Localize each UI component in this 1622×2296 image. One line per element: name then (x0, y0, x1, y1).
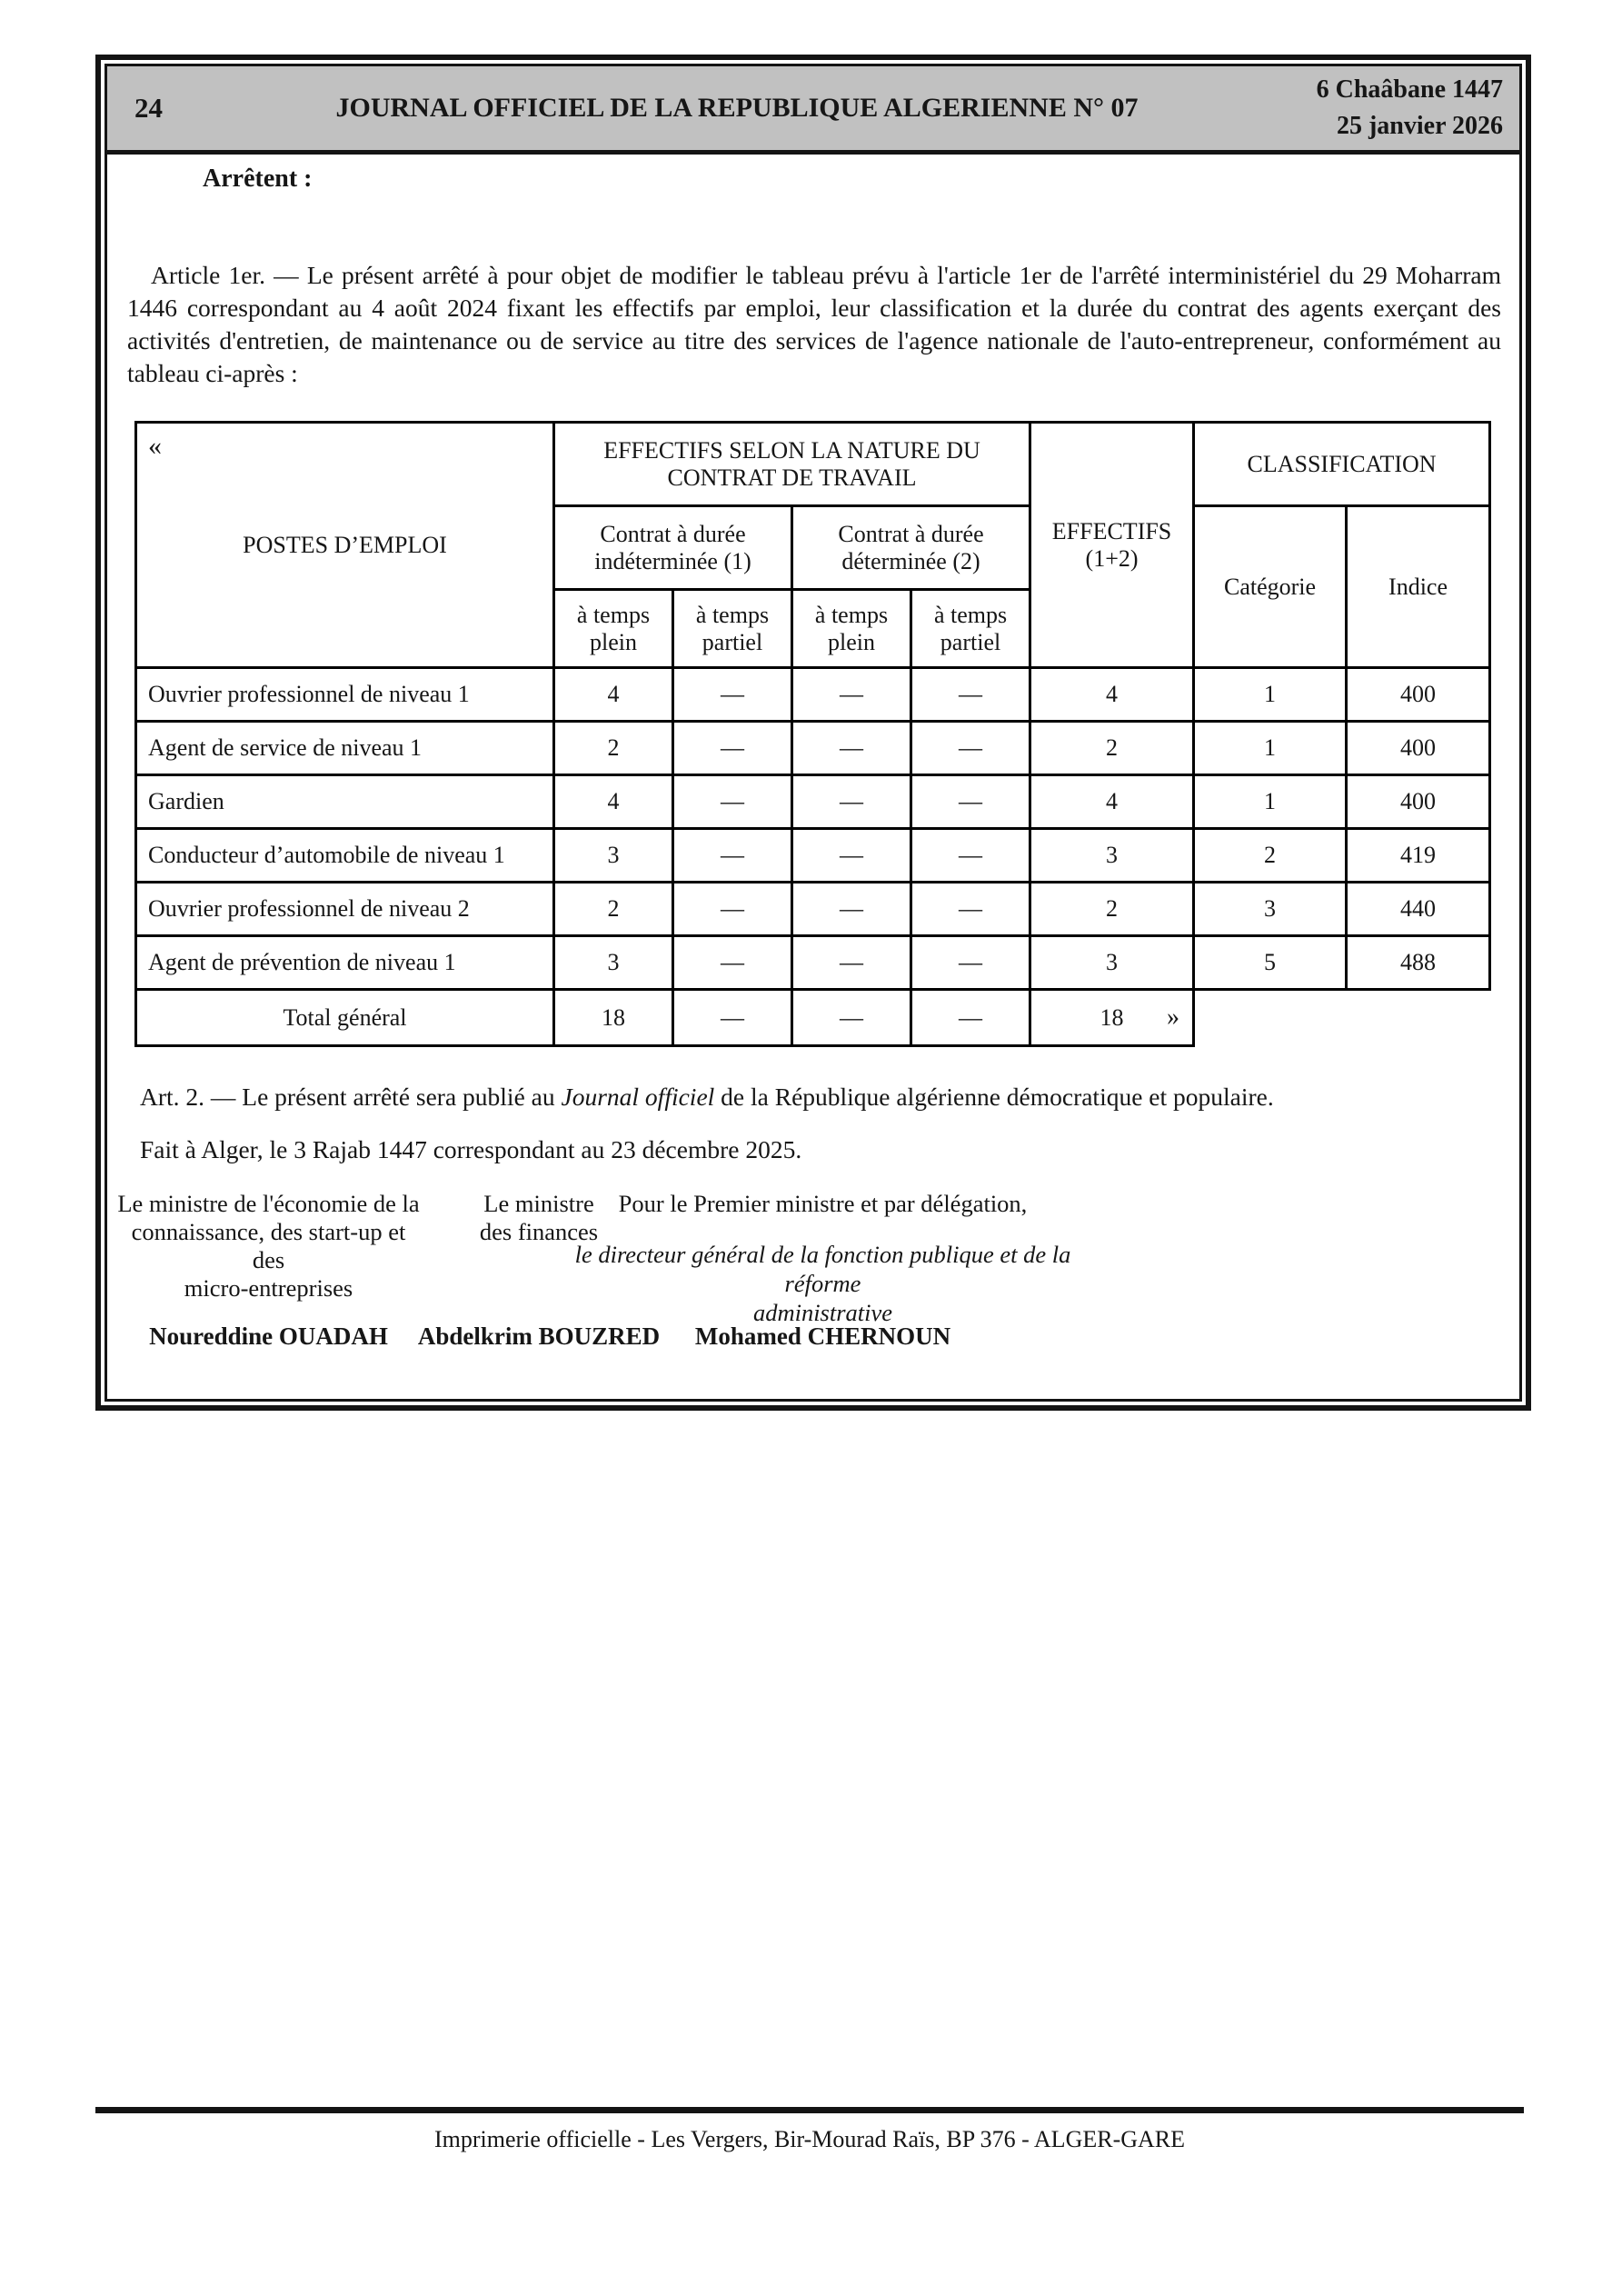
footer-imprint: Imprimerie officielle - Les Vergers, Bir-Mourad Raïs, BP 376 - ALGER-GARE (433, 2126, 1186, 2152)
open-quote-mark: « (148, 431, 162, 461)
signer-name-ouadah: Noureddine OUADAH (149, 1323, 388, 1350)
cell-cdi-partiel: — (673, 775, 792, 829)
cell-effectifs: 3 (1030, 829, 1194, 883)
delegation-line1: Pour le Premier ministre et par délégation, (618, 1190, 1028, 1217)
minister2-title-line1: Le ministre (483, 1190, 594, 1217)
total-cdd-partiel: — (911, 990, 1030, 1046)
cell-indice: 440 (1347, 883, 1490, 936)
article-2-paragraph (127, 1083, 1501, 1112)
cell-indice: 400 (1347, 775, 1490, 829)
header-effectifs-line2: (1+2) (1085, 544, 1139, 572)
total-effectifs (1030, 990, 1194, 1046)
cell-cdd-plein: — (792, 668, 911, 722)
total-cdi-plein: 18 (554, 990, 673, 1046)
cell-effectifs: 3 (1030, 936, 1194, 990)
cell-cdd-partiel: — (911, 936, 1030, 990)
article-1-paragraph: Article 1er. — Le présent arrêté à pour objet de modifier le tableau prévu à l'article 1er de l'arrêté interministériel du 29 Moharram 1446 correspondant au 4 août 2024 fixant les effectifs par emploi, leur classification et la durée du contrat des agents exerçant des activités d'entretien, de maintenance ou de service au titre des services de l'agence nationale de l'auto-entrepreneur, conformément au tableau ci-après : (127, 261, 1501, 387)
minister1-title-line3: micro-entreprises (184, 1274, 353, 1302)
header-effectifs-line1: EFFECTIFS (1051, 517, 1172, 544)
cell-categorie: 2 (1194, 829, 1347, 883)
cell-cdi-plein: 3 (554, 829, 673, 883)
cell-cdi-plein: 3 (554, 936, 673, 990)
cell-cdd-partiel: — (911, 775, 1030, 829)
footer-rule (95, 2107, 1524, 2113)
cell-effectifs: 2 (1030, 883, 1194, 936)
date-gregorian: 25 janvier 2026 (1336, 112, 1503, 140)
cell-indice: 419 (1347, 829, 1490, 883)
header-cdd-temps-plein: à temps plein (792, 590, 911, 668)
page-footer (95, 2107, 1524, 2153)
table-row (136, 775, 1490, 829)
effectifs-table (134, 421, 1491, 1047)
cell-cdi-plein: 2 (554, 722, 673, 775)
date-hijri: 6 Chaâbane 1447 (1316, 75, 1503, 104)
cell-poste: Agent de prévention de niveau 1 (136, 936, 554, 990)
total-label: Total général (136, 990, 554, 1046)
cell-cdd-partiel: — (911, 829, 1030, 883)
journal-title: JOURNAL OFFICIEL DE LA REPUBLIQUE ALGERIENNE N° 07 (335, 93, 1139, 123)
header-cdd: Contrat à durée déterminée (2) (792, 506, 1030, 590)
article-2-suffix: de la République algérienne démocratique et populaire. (714, 1083, 1274, 1111)
header-categorie: Catégorie (1194, 506, 1347, 668)
header-cdi: Contrat à durée indéterminée (1) (554, 506, 792, 590)
article-2-journal-officiel: Journal officiel (561, 1083, 715, 1111)
cell-poste: Gardien (136, 775, 554, 829)
minister1-title-line2: connaissance, des start-up et des (131, 1218, 406, 1273)
cell-cdi-plein: 2 (554, 883, 673, 936)
table-row (136, 668, 1490, 722)
cell-effectifs: 4 (1030, 775, 1194, 829)
cell-cdd-partiel: — (911, 668, 1030, 722)
cell-indice: 400 (1347, 668, 1490, 722)
signer-name-bouzred: Abdelkrim BOUZRED (417, 1323, 661, 1350)
total-empty-area (1194, 990, 1490, 1046)
header-dates (1230, 72, 1519, 145)
table-row (136, 936, 1490, 990)
article-2-prefix: Art. 2. — Le présent arrêté sera publié au (140, 1083, 562, 1111)
signature-delegation (557, 1190, 1089, 1327)
page-number: 24 (134, 92, 163, 124)
cell-cdd-partiel: — (911, 722, 1030, 775)
header-band (107, 66, 1519, 155)
close-quote-mark: » (1167, 1002, 1180, 1031)
signature-minister-economy (116, 1190, 421, 1303)
header-effectifs-total (1030, 423, 1194, 668)
signatures-block (107, 1190, 1519, 1372)
signer-name-chernoun: Mohamed CHERNOUN (694, 1323, 951, 1350)
page-frame-inner (104, 64, 1522, 1402)
header-cdi-temps-partiel: à temps partiel (673, 590, 792, 668)
delegation-line3: administrative (752, 1299, 893, 1326)
header-classification: CLASSIFICATION (1194, 423, 1490, 506)
header-indice: Indice (1347, 506, 1490, 668)
cell-effectifs: 2 (1030, 722, 1194, 775)
cell-cdi-partiel: — (673, 936, 792, 990)
cell-categorie: 3 (1194, 883, 1347, 936)
total-cdd-plein: — (792, 990, 911, 1046)
header-postes-emploi (136, 423, 554, 668)
cell-indice: 488 (1347, 936, 1490, 990)
cell-categorie: 1 (1194, 668, 1347, 722)
cell-cdd-plein: — (792, 936, 911, 990)
cell-cdi-plein: 4 (554, 775, 673, 829)
cell-cdi-partiel: — (673, 722, 792, 775)
header-cdd-temps-partiel: à temps partiel (911, 590, 1030, 668)
table-row (136, 883, 1490, 936)
cell-poste: Agent de service de niveau 1 (136, 722, 554, 775)
cell-cdi-partiel: — (673, 883, 792, 936)
table-row (136, 829, 1490, 883)
cell-indice: 400 (1347, 722, 1490, 775)
arretent-heading: Arrêtent : (203, 165, 313, 193)
delegation-director-title (557, 1240, 1089, 1327)
page-frame (95, 55, 1531, 1411)
header-cdi-temps-plein: à temps plein (554, 590, 673, 668)
cell-categorie: 1 (1194, 722, 1347, 775)
cell-categorie: 5 (1194, 936, 1347, 990)
cell-cdd-plein: — (792, 722, 911, 775)
fait-a-alger-line: Fait à Alger, le 3 Rajab 1447 correspondant au 23 décembre 2025. (140, 1135, 802, 1163)
delegation-line2: le directeur général de la fonction publique et de la réforme (574, 1241, 1071, 1297)
cell-cdd-partiel: — (911, 883, 1030, 936)
minister2-title-line2: des finances (479, 1218, 599, 1245)
cell-poste: Ouvrier professionnel de niveau 1 (136, 668, 554, 722)
minister1-title-line1: Le ministre de l'économie de la (117, 1190, 420, 1217)
cell-poste: Ouvrier professionnel de niveau 2 (136, 883, 554, 936)
cell-poste: Conducteur d’automobile de niveau 1 (136, 829, 554, 883)
header-postes-label: POSTES D’EMPLOI (243, 531, 447, 558)
table-total-row (136, 990, 1490, 1046)
total-cdi-partiel: — (673, 990, 792, 1046)
cell-effectifs: 4 (1030, 668, 1194, 722)
total-effectifs-value: 18 (1100, 1003, 1124, 1031)
header-nature-contrat: EFFECTIFS SELON LA NATURE DU CONTRAT DE TRAVAIL (554, 423, 1030, 506)
cell-cdd-plein: — (792, 829, 911, 883)
cell-cdi-partiel: — (673, 829, 792, 883)
table-row (136, 722, 1490, 775)
cell-categorie: 1 (1194, 775, 1347, 829)
cell-cdd-plein: — (792, 775, 911, 829)
cell-cdd-plein: — (792, 883, 911, 936)
cell-cdi-partiel: — (673, 668, 792, 722)
cell-cdi-plein: 4 (554, 668, 673, 722)
